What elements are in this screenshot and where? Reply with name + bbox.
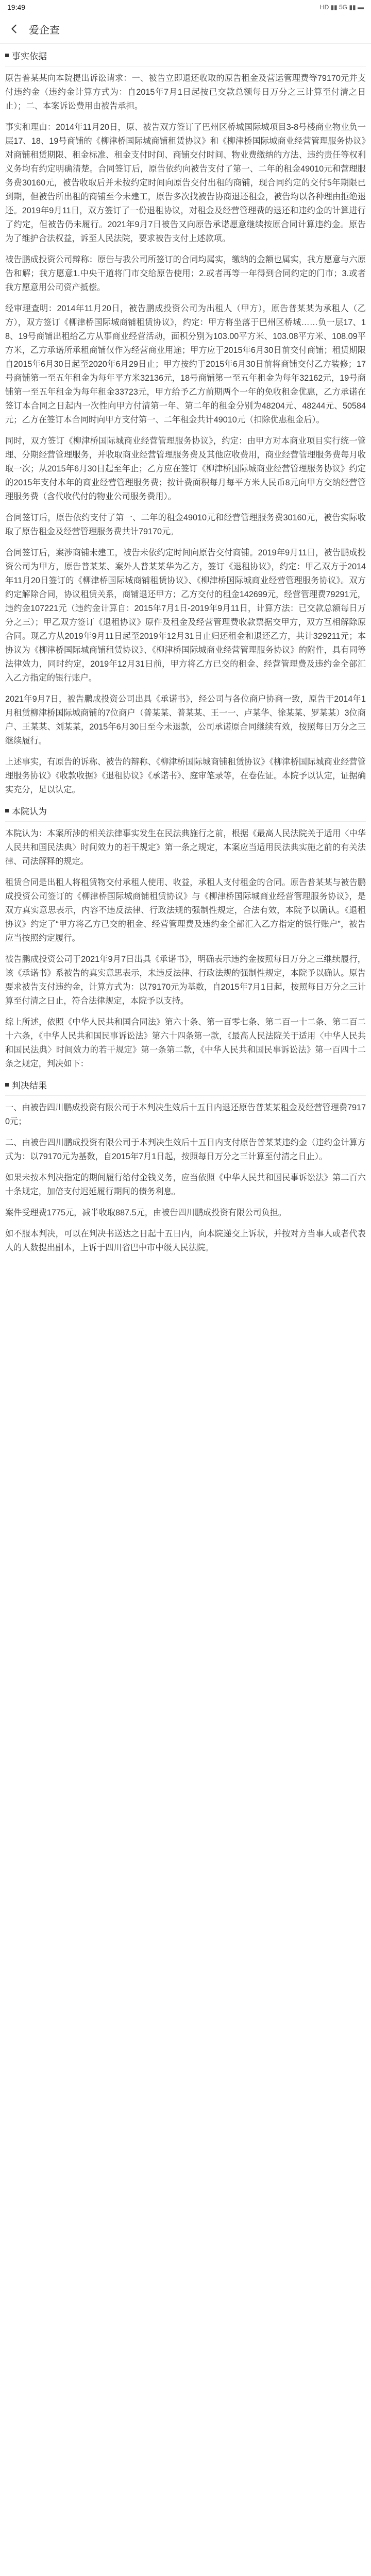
facts-paragraph: 合同签订后，原告依约支付了第一、二年的租金49010元和经营管理服务费30160元，被告实际收取了原告租金及经营管理服务费共计79170元。 — [5, 513, 366, 536]
status-time: 19:49 — [7, 3, 26, 11]
judgment-paragraph: 一、由被告四川鹏成投资有限公司于本判决生效后十五日内退还原告普某某租金及经营管理费79170元； — [5, 1103, 366, 1126]
facts-paragraph: 2021年9月7日，被告鹏成投资公司出具《承诺书》，经公司与各位商户协商一致，原告于2014年1月租赁柳津桥国际城商铺的7位商户（普某某、普某某、王一一、卢某华、徐某某、罗某某）3位商户、王某某、刘某某，2015年6月30日至今未退款，公司承诺原合同继续有效，按照每日万分之三继续履行。 — [5, 694, 366, 745]
opinion-paragraph: 租赁合同是出租人将租赁物交付承租人使用、收益，承租人支付租金的合同。原告普某某与被告鹏成投资公司签订的《柳津桥国际城商铺租赁协议》与《柳津桥国际城商业经营管理服务协议》，是双方真实意思表示，内容不违反法律、行政法规的强制性规定，合法有效，本院予以确认。《退租协议》约定了“甲方将乙方已交的租金、经营管理费及违约金全部汇入乙方指定的银行账户”，被告应当按照约定履行。 — [5, 878, 366, 943]
nav-bar — [0, 14, 371, 44]
divider — [5, 821, 366, 822]
opinion-paragraph: 被告鹏成投资公司于2021年9月7日出具《承诺书》，明确表示违约金按照每日万分之三继续履行，该《承诺书》系被告的真实意思表示，未违反法律、行政法规的强制性规定，本院予以确认。原告要求被告支付违约金，计算方式为：以79170元为基数，自2015年7月1日起，按照每日万分之三计算至付清之日止，符合法律规定，本院予以支持。 — [5, 955, 366, 1006]
judgment-paragraph: 二、由被告四川鹏成投资有限公司于本判决生效后十五日内支付原告普某某违约金（违约金计算方式为：以79170元为基数，自2015年7月1日起，按照每日万分之三计算至付清之日止）。 — [5, 1138, 366, 1161]
facts-paragraph: 同时，双方签订《柳津桥国际城商业经营管理服务协议》，约定：由甲方对本商业项目实行统一管理、分期经营管理服务，并收取商业经营管理服务费及其他应收费用，商业经营管理服务费每月收取一次；从2015年6月30日起至年止；乙方应在签订《柳津桥国际城商业经营管理服务协议》约定的2015年支付本年的商业经营管理服务费；按计费面积每月每平方米人民币8元向甲方交纳经营管理服务费（含代收代付的物业公司服务费用）。 — [5, 436, 366, 501]
section-title: 事实依据 — [12, 52, 47, 61]
facts-paragraph: 被告鹏成投资公司辩称：原告与我公司所签订的合同均属实，缴纳的金额也属实，我方愿意与六原告和解；我方愿意1.中央干道将门市交给原告使用；2.或者再等一年得到合同约定的门市；3.或者我方愿意用公司资产抵偿。 — [5, 255, 366, 292]
status-right — [320, 4, 364, 11]
opinion-paragraph: 综上所述，依照《中华人民共和国合同法》第六十条、第一百零七条、第二百一十二条、第二百二十六条，《中华人民共和国民事诉讼法》第六十四条第一款，《最高人民法院关于适用〈中华人民共和国民法典〉时间效力的若干规定》第一条第二款，《中华人民共和国民事诉讼法》第一百四十二条之规定，判决如下： — [5, 1018, 366, 1069]
document-content[interactable] — [0, 44, 371, 2576]
facts-paragraph: 事实和理由：2014年11月20日，原、被告双方签订了巴州区桥城国际城项目3-8号楼商业物业负一层17、18、19号商铺的《柳津桥国际城商铺租赁协议》和《柳津桥国际城商业经营管理服务协议》对商铺租赁期限、租金标准、租金支付时间、商铺交付时间、物业费缴纳的方法、违约责任等权利义务均有约定明确清楚。合同签订后，原告依约向被告支付了第一、二年的租金49010元和营理服务费30160元，被告收取后并未按约定时间向原告交付出租的商铺，现合同约定的交付5年期限已到期，但被告所出租的商铺至今未建工，原告多次找被告协商退还租金，被告均以各种理由拒绝退还。2019年9月11日，双方签订了一份退租协议，对租金及经营管理费的退还和违约金的计算进行了约定，但被告仍未履行。2021年9月7日被告又向原告承诺愿意继续按原合同计算违约金。原告为了维护合法权益，诉至人民法院，要求被告支付上述款项。 — [5, 123, 366, 243]
divider — [5, 1095, 366, 1096]
section-title: 判决结果 — [12, 1081, 47, 1091]
judgment-paragraph: 如不服本判决，可以在判决书送达之日起十五日内，向本院递交上诉状，并按对方当事人或者代表人的人数提出副本，上诉于四川省巴中市中级人民法院。 — [5, 1229, 366, 1252]
back-arrow-icon — [9, 23, 20, 35]
judgment-paragraph: 案件受理费1775元，减半收取887.5元，由被告四川鹏成投资有限公司负担。 — [5, 1208, 286, 1217]
section-header-judgment — [5, 1078, 366, 1091]
judgment-paragraph: 如果未按本判决指定的期间履行给付金钱义务，应当依照《中华人民共和国民事诉讼法》第二百六十条规定，加倍支付迟延履行期间的债务利息。 — [5, 1173, 366, 1196]
section-header-opinion — [5, 804, 366, 817]
status-bar — [0, 0, 371, 14]
section-bullet — [5, 1083, 9, 1087]
facts-paragraph: 上述事实，有原告的诉称、被告的辩称、《柳津桥国际城商铺租赁协议》《柳津桥国际城商业经营管理服务协议》《收款收据》《退租协议》《承诺书》、庭审笔录等，在卷佐证。本院予以认定，证据确实充分，足以认定。 — [5, 757, 366, 794]
signal-battery-icons: HD ▮▮ 5G ▮▮ ▬ — [319, 4, 364, 11]
section-bullet — [5, 54, 9, 57]
back-button[interactable] — [0, 14, 29, 43]
facts-paragraph: 原告普某某向本院提出诉讼请求：一、被告立即退还收取的原告租金及营运管理费等79170元并支付违约金（违约金计算方式为：自2015年7月1日起按已交款总额每日万分之三计算至付清之日止）；二、本案诉讼费用由被告承担。 — [5, 74, 366, 111]
section-bullet — [5, 809, 9, 812]
section-title: 本院认为 — [12, 807, 47, 817]
section-header-facts — [5, 49, 366, 62]
page-title: 爱企查 — [29, 24, 60, 36]
facts-paragraph: 经审理查明：2014年11月20日，被告鹏成投资公司为出租人（甲方），原告普某某为承租人（乙方），双方签订《柳津桥国际城商铺租赁协议》，约定：甲方将坐落于巴州区桥城……负一层17、18、19号商铺出租给乙方从事商业经营活动，面积分别为103.00平方米、103.08平方米、108.09平方米，乙方承诺所承租商铺仅作为经营商业用途；甲方应于2015年6月30日前交付商铺；租赁期限自2015年6月30日起至2020年6月29日止；甲方按约于2015年6月30日前将商铺交付乙方装修；17号商铺第一至五年租金为每年平方米32136元，18号商铺第一至五年租金为每年32162元，19号商铺第一至五年租金为每年租金33723元，甲方给予乙方前期两个一年的免收租金优惠，乙方承诺在签订本合同之日起内一次性向甲方付清第一年、第二年的租金分别为48204元、48244元、50584元；乙方在签订本合同时向甲方支付第一、二年租金共计49010元（扣除优惠租金后）。 — [5, 304, 366, 425]
opinion-paragraph: 本院认为：本案所涉的相关法律事实发生在民法典施行之前，根据《最高人民法院关于适用〈中华人民共和国民法典〉时间效力的若干规定》第一条之规定，本案应当适用民法典实施之前的有关法律、司法解释的规定。 — [5, 829, 366, 866]
status-left — [7, 3, 25, 11]
facts-paragraph: 合同签订后，案涉商铺未建工，被告未依约定时间向原告交付商铺。2019年9月11日，被告鹏成投资公司为甲方，原告普某某、案外人普某某华为乙方，签订《退租协议》，约定：甲乙双方于2014年11月20日签订的《柳津桥国际城商铺租赁协议》、《柳津桥国际城商业经营管理服务协议》。双方约定解除合同，协议租赁关系，商铺退还甲方；乙方交付的租金142699元，经营管理费79291元，违约金107221元（违约金计算自：2015年7月1日-2019年9月11日，计算方法：已交款总额每日万分之三）；甲乙双方签订《退租协议》原件及租金及经营管理费收款票据交甲方，双方互相解除原合同。现乙方从2019年9月11日起至2019年12月31日止归还租金和退还乙方，共计329211元；本协议为《柳津桥国际城商铺租赁协议》、《柳津桥国际城商业经营管理服务协议》的附件，具有同等法律效力，同时约定，2019年12月31日前，甲方将乙方已交的租金、经营管理费及违约金全部汇入乙方指定的银行账户。 — [5, 548, 366, 683]
